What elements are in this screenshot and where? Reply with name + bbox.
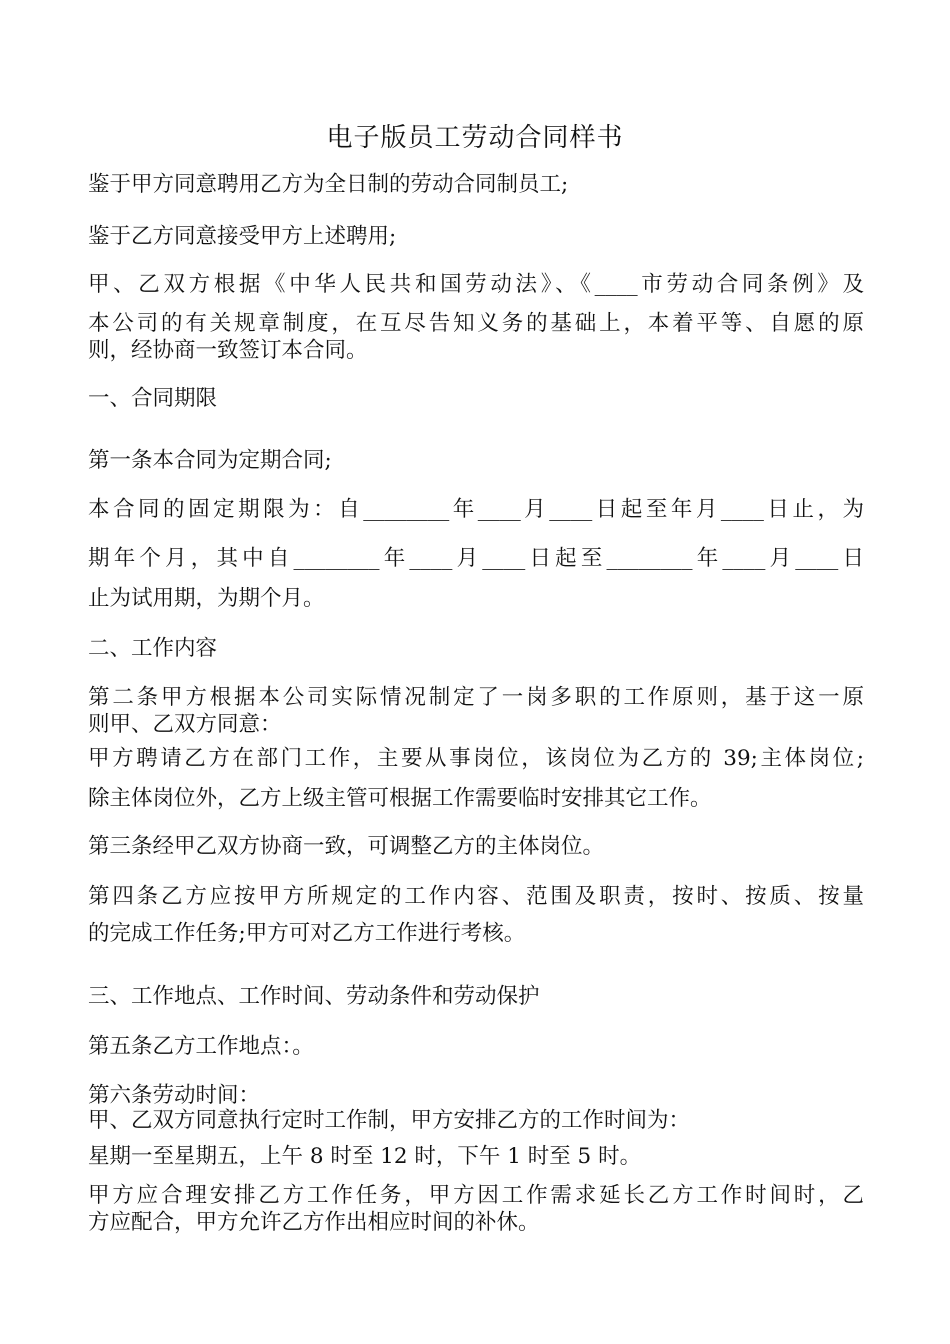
article-2-line-2: 则甲、乙双方同意：: [88, 712, 282, 737]
document-title: 电子版员工劳动合同样书: [326, 123, 624, 153]
term-line-1: 本合同的固定期限为：自________年____月____日起至年月____日止，为: [88, 497, 864, 522]
article-2-line-4: 除主体岗位外，乙方上级主管可根据工作需要临时安排其它工作。: [88, 786, 712, 811]
term-line-3: 止为试用期，为期个月。: [88, 586, 325, 611]
article-2-line-1: 第二条甲方根据本公司实际情况制定了一岗多职的工作原则，基于这一原: [88, 685, 864, 710]
article-2-line-3: 甲方聘请乙方在部门工作，主要从事岗位，该岗位为乙方的 39;主体岗位;: [88, 746, 864, 771]
paragraph-recital-1: 鉴于甲方同意聘用乙方为全日制的劳动合同制员工;: [88, 172, 569, 197]
article-6-line-1: 甲、乙双方同意执行定时工作制，甲方安排乙方的工作时间为：: [88, 1108, 691, 1133]
article-3: 第三条经甲乙双方协商一致，可调整乙方的主体岗位。: [88, 834, 605, 859]
article-6-line-3: 甲方应合理安排乙方工作任务，甲方因工作需求延长乙方工作时间时，乙: [88, 1183, 864, 1208]
section-heading-term: 一、合同期限: [88, 386, 218, 411]
article-6-line-2: 星期一至星期五，上午 8 时至 12 时，下午 1 时至 5 时。: [88, 1144, 642, 1169]
section-heading-workplace: 三、工作地点、工作时间、劳动条件和劳动保护: [88, 984, 540, 1009]
paragraph-basis-line-3: 则，经协商一致签订本合同。: [88, 338, 368, 363]
article-5: 第五条乙方工作地点：。: [88, 1034, 314, 1059]
article-1: 第一条本合同为定期合同;: [88, 448, 332, 473]
paragraph-basis-line-1: 甲、乙双方根据《中华人民共和国劳动法》、《____市劳动合同条例》及: [88, 272, 864, 297]
paragraph-basis-line-2: 本公司的有关规章制度，在互尽告知义务的基础上，本着平等、自愿的原: [88, 311, 864, 336]
term-line-2: 期年个月，其中自________年____月____日起至________年____月____日: [88, 546, 864, 571]
article-4-line-1: 第四条乙方应按甲方所规定的工作内容、范围及职责，按时、按质、按量: [88, 884, 864, 909]
section-heading-work-content: 二、工作内容: [88, 636, 218, 661]
article-6-heading: 第六条劳动时间：: [88, 1083, 261, 1108]
article-6-line-4: 方应配合，甲方允许乙方作出相应时间的补休。: [88, 1210, 540, 1235]
article-4-line-2: 的完成工作任务;甲方可对乙方工作进行考核。: [88, 921, 526, 946]
paragraph-recital-2: 鉴于乙方同意接受甲方上述聘用;: [88, 224, 397, 249]
